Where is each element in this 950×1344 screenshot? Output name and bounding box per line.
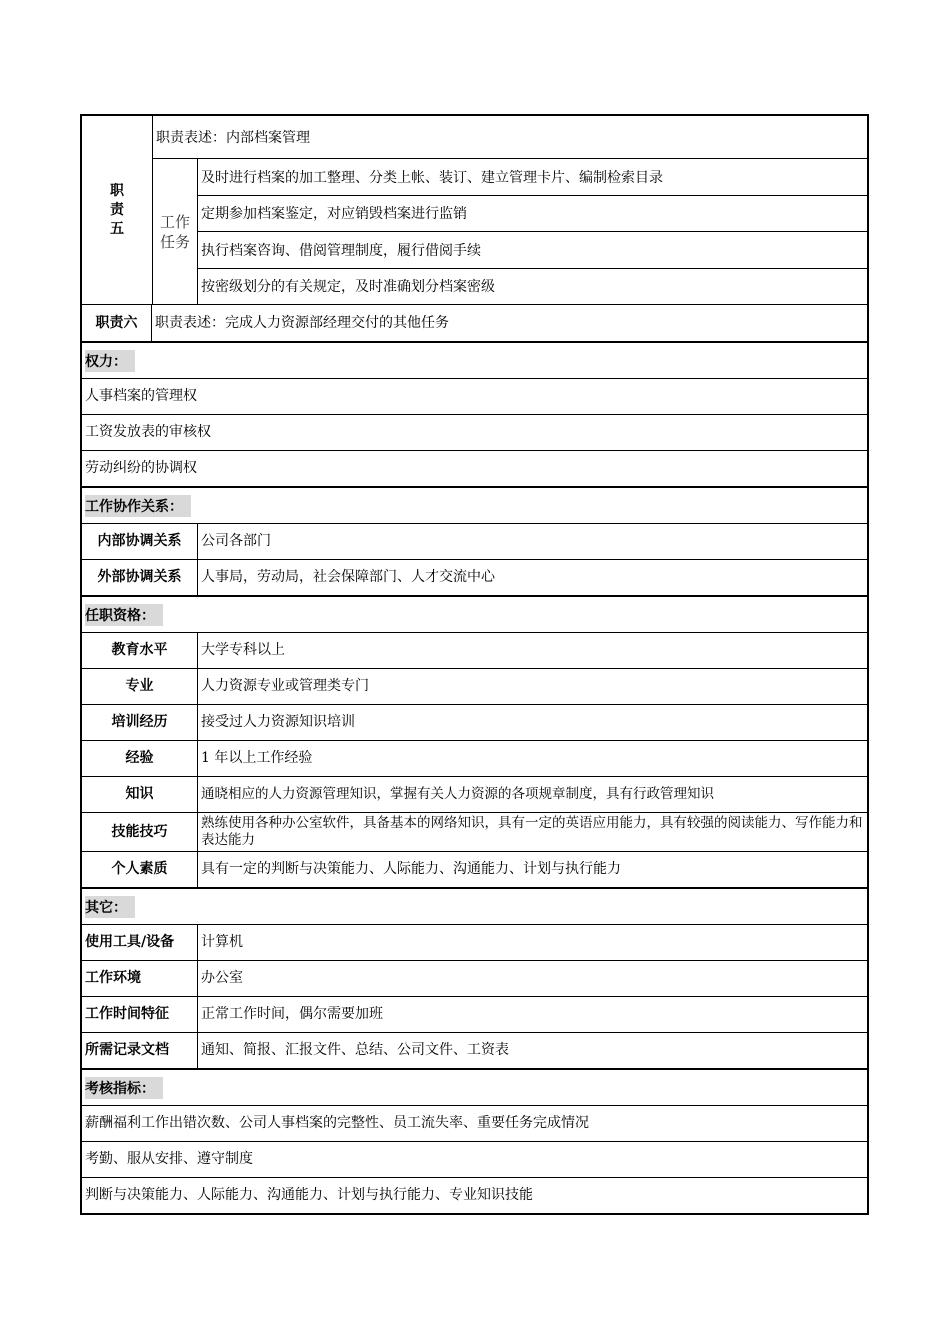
- job-description-table: [80, 114, 869, 1215]
- records-value: 通知、简报、汇报文件、总结、公司文件、工资表: [201, 1042, 509, 1058]
- authority-row: [82, 378, 867, 414]
- assessment-item: 薪酬福利工作出错次数、公司人事档案的完整性、员工流失率、重要任务完成情况: [85, 1115, 589, 1131]
- relations-section-title: 工作协作关系：: [82, 488, 191, 523]
- skills-label: 技能技巧: [82, 813, 198, 851]
- work-time-label: 工作时间特征: [82, 997, 198, 1032]
- records-label: 所需记录文档: [82, 1033, 198, 1068]
- duty-five-label: [82, 116, 153, 304]
- internal-relations-value: 公司各部门: [201, 533, 271, 549]
- other-row: [82, 960, 867, 996]
- assessment-section-title: 考核指标：: [82, 1070, 163, 1105]
- assessment-row: [82, 1177, 867, 1213]
- experience-label: 经验: [82, 741, 198, 776]
- duty-five-label-line: 职: [110, 182, 124, 199]
- education-label: 教育水平: [82, 633, 198, 668]
- internal-relations-label: 内部协调关系: [82, 524, 198, 559]
- duty-five-block: [82, 116, 867, 304]
- authority-item: 人事档案的管理权: [85, 388, 197, 404]
- qualifications-section-title: 任职资格：: [82, 597, 163, 632]
- major-label: 专业: [82, 669, 198, 704]
- duty-five-label-line: 责: [110, 201, 124, 218]
- personal-quality-label: 个人素质: [82, 852, 198, 887]
- major-value: 人力资源专业或管理类专门: [201, 678, 369, 694]
- duty-five-tasks: [153, 159, 867, 304]
- experience-value: 1 年以上工作经验: [201, 750, 313, 766]
- qualifications-header-row: [82, 595, 867, 632]
- qualification-row: [82, 668, 867, 704]
- task-item: 执行档案咨询、借阅管理制度，履行借阅手续: [198, 231, 867, 268]
- duty-six-description: 职责表述：完成人力资源部经理交付的其他任务: [155, 314, 449, 331]
- external-relations-label: 外部协调关系: [82, 560, 198, 595]
- assessment-row: [82, 1105, 867, 1141]
- environment-label: 工作环境: [82, 961, 198, 996]
- authority-header-row: [82, 341, 867, 378]
- task-item: 按密级划分的有关规定，及时准确划分档案密级: [198, 268, 867, 305]
- education-value: 大学专科以上: [201, 642, 285, 658]
- work-time-value: 正常工作时间，偶尔需要加班: [201, 1006, 383, 1022]
- skills-value: 熟练使用各种办公室软件，具备基本的网络知识，具有一定的英语应用能力，具有较强的阅读能力、写作能力和表达能力: [201, 815, 863, 848]
- assessment-item: 判断与决策能力、人际能力、沟通能力、计划与执行能力、专业知识技能: [85, 1187, 533, 1203]
- authority-item: 工资发放表的审核权: [85, 424, 211, 440]
- knowledge-label: 知识: [82, 777, 198, 812]
- qualification-row: [82, 776, 867, 812]
- personal-quality-value: 具有一定的判断与决策能力、人际能力、沟通能力、计划与执行能力: [201, 861, 621, 877]
- training-label: 培训经历: [82, 705, 198, 740]
- knowledge-value: 通晓相应的人力资源管理知识，掌握有关人力资源的各项规章制度，具有行政管理知识: [201, 786, 714, 802]
- environment-value: 办公室: [201, 970, 243, 986]
- qualification-row: [82, 632, 867, 668]
- work-tasks-label: [153, 159, 198, 304]
- authority-item: 劳动纠纷的协调权: [85, 460, 197, 476]
- tools-value: 计算机: [201, 934, 243, 950]
- assessment-row: [82, 1141, 867, 1177]
- other-header-row: [82, 887, 867, 924]
- relations-header-row: [82, 486, 867, 523]
- assessment-item: 考勤、服从安排、遵守制度: [85, 1151, 253, 1167]
- authority-section-title: 权力：: [82, 343, 135, 378]
- relations-row: [82, 559, 867, 595]
- task-item: 及时进行档案的加工整理、分类上帐、装订、建立管理卡片、编制检索目录: [201, 169, 663, 186]
- training-value: 接受过人力资源知识培训: [201, 714, 355, 730]
- qualification-row: [82, 851, 867, 887]
- assessment-header-row: [82, 1068, 867, 1105]
- authority-row: [82, 414, 867, 450]
- work-tasks-label-line: 任务: [159, 232, 190, 251]
- qualification-row: [82, 740, 867, 776]
- other-section-title: 其它：: [82, 889, 135, 924]
- relations-row: [82, 523, 867, 559]
- duty-six-row: [82, 304, 867, 341]
- task-item: 定期参加档案鉴定，对应销毁档案进行监销: [198, 195, 867, 232]
- duty-six-label: 职责六: [82, 305, 152, 341]
- external-relations-value: 人事局，劳动局，社会保障部门、人才交流中心: [201, 569, 495, 585]
- qualification-row: [82, 704, 867, 740]
- authority-row: [82, 450, 867, 486]
- duty-five-label-line: 五: [110, 220, 124, 237]
- other-row: [82, 924, 867, 960]
- work-tasks-label-line: 工作: [159, 212, 190, 231]
- duty-five-content: [153, 116, 867, 304]
- other-row: [82, 1032, 867, 1068]
- qualification-row: [82, 812, 867, 851]
- duty-five-description: 职责表述：内部档案管理: [153, 116, 867, 159]
- other-row: [82, 996, 867, 1032]
- tools-label: 使用工具/设备: [82, 925, 198, 960]
- task-list: [198, 159, 867, 304]
